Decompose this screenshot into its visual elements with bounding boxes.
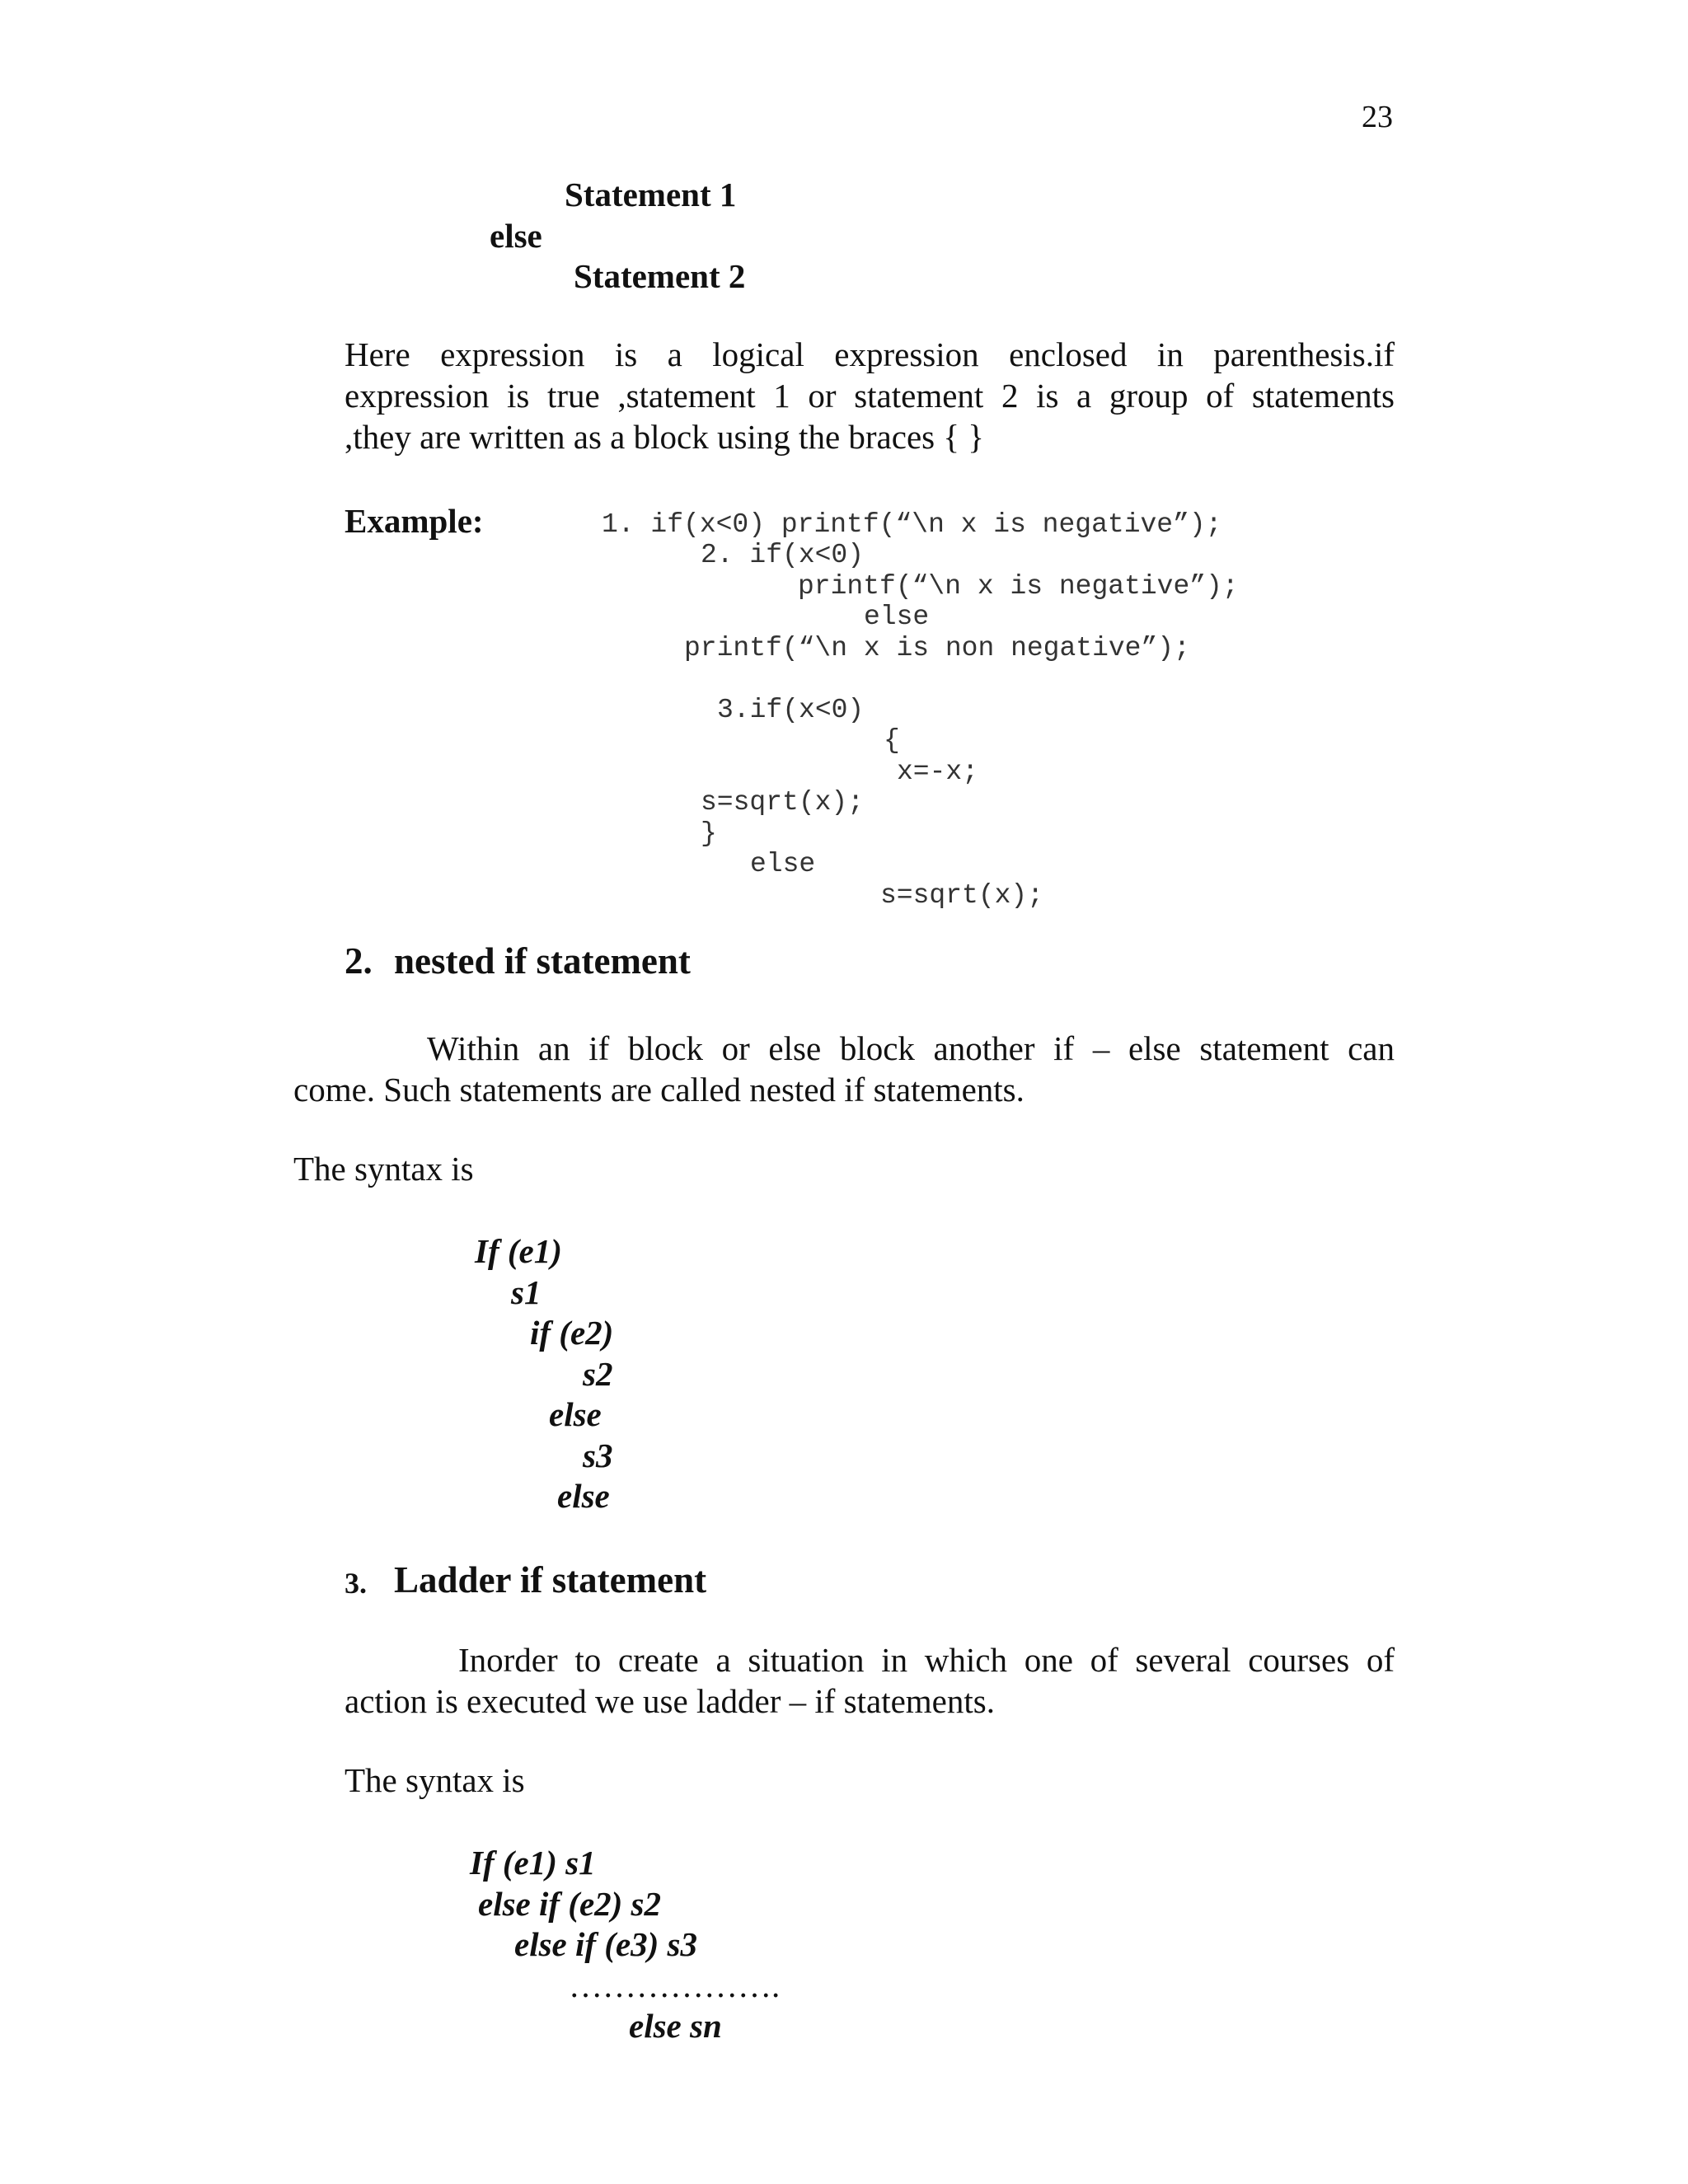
syntax-statement-1: Statement 1 bbox=[565, 176, 737, 213]
nested-syntax-line-1: If (e1) bbox=[475, 1232, 562, 1270]
code-line-11: else bbox=[750, 849, 816, 879]
code-line-4: else bbox=[864, 602, 930, 632]
section-3-syntax-intro: The syntax is bbox=[345, 1761, 525, 1799]
code-line-1: 1. if(x<0) printf(“\n x is negative”); bbox=[602, 509, 1222, 540]
nested-syntax-line-5: else bbox=[549, 1395, 602, 1433]
syntax-else: else bbox=[490, 217, 542, 255]
code-line-9: s=sqrt(x); bbox=[701, 787, 865, 818]
section-2-title: nested if statement bbox=[394, 940, 691, 982]
code-line-3: printf(“\n x is negative”); bbox=[798, 571, 1239, 602]
section-3-number: 3. bbox=[345, 1567, 367, 1600]
section-3-para-line-2: action is executed we use ladder – if statements. bbox=[345, 1682, 995, 1720]
section-3-title: Ladder if statement bbox=[394, 1559, 707, 1601]
ladder-syntax-line-5: else sn bbox=[629, 2007, 722, 2045]
section-3-para-line-1: Inorder to create a situation in which one of several courses of bbox=[458, 1641, 1395, 1679]
intro-line-2: expression is true ,statement 1 or statement 2 is a group of statements bbox=[345, 377, 1395, 415]
nested-syntax-line-6: s3 bbox=[583, 1436, 613, 1474]
intro-line-3: ,they are written as a block using the braces { } bbox=[345, 418, 984, 456]
nested-syntax-line-2: s1 bbox=[511, 1273, 542, 1311]
section-2-number: 2. bbox=[345, 940, 373, 982]
code-line-10: } bbox=[701, 818, 717, 849]
code-line-2: 2. if(x<0) bbox=[701, 540, 865, 570]
code-line-8: x=-x; bbox=[897, 757, 979, 787]
section-2-para-line-1: Within an if block or else block another if – else statement can bbox=[427, 1029, 1395, 1067]
nested-syntax-line-7: else bbox=[557, 1477, 610, 1515]
ladder-syntax-ellipsis: ………………. bbox=[569, 1966, 781, 2004]
ladder-syntax-line-2: else if (e2) s2 bbox=[478, 1885, 661, 1923]
syntax-statement-2: Statement 2 bbox=[574, 257, 746, 295]
intro-line-1: Here expression is a logical expression enclosed in parenthesis.if bbox=[345, 335, 1395, 373]
code-line-5: printf(“\n x is non negative”); bbox=[684, 633, 1190, 663]
intro-paragraph bbox=[345, 334, 1395, 457]
section-2-paragraph bbox=[293, 1028, 1395, 1110]
ladder-syntax-line-1: If (e1) s1 bbox=[470, 1844, 596, 1882]
section-2-para-line-2: come. Such statements are called nested if statements. bbox=[293, 1071, 1025, 1108]
page-number: 23 bbox=[1362, 100, 1393, 134]
example-label: Example: bbox=[345, 502, 484, 540]
nested-syntax-line-4: s2 bbox=[583, 1355, 613, 1393]
section-2-syntax-intro: The syntax is bbox=[293, 1150, 474, 1188]
code-line-7: { bbox=[884, 725, 900, 756]
code-line-6: 3.if(x<0) bbox=[717, 695, 865, 725]
ladder-syntax-line-3: else if (e3) s3 bbox=[514, 1925, 697, 1963]
code-line-12: s=sqrt(x); bbox=[880, 880, 1044, 911]
nested-syntax-line-3: if (e2) bbox=[530, 1314, 614, 1352]
section-3-paragraph bbox=[345, 1639, 1395, 1722]
